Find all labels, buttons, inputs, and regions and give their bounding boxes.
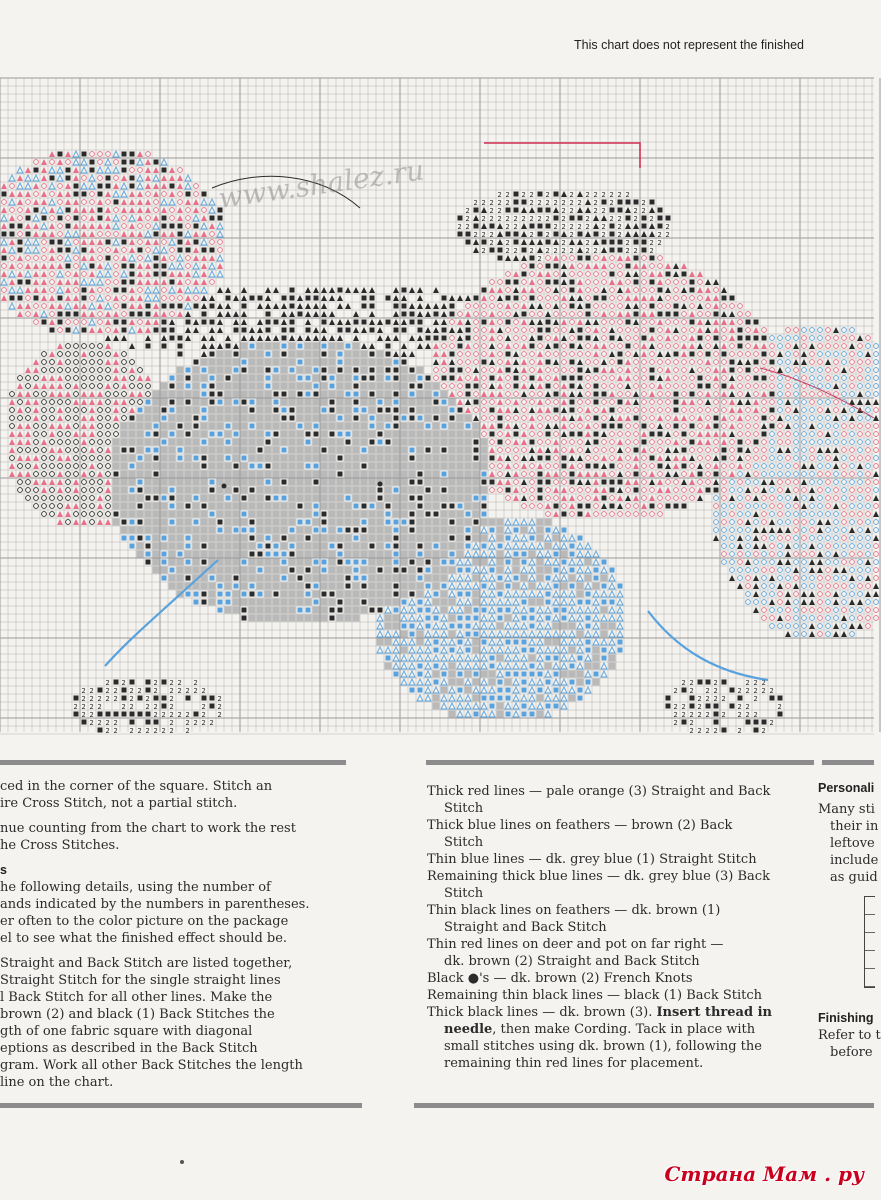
svg-text:2: 2 [561, 207, 566, 215]
svg-text:2: 2 [569, 231, 574, 239]
svg-text:2: 2 [689, 711, 694, 719]
svg-text:2: 2 [513, 223, 518, 231]
svg-text:2: 2 [209, 719, 214, 727]
svg-text:2: 2 [665, 223, 670, 231]
svg-text:2: 2 [177, 679, 182, 687]
svg-text:2: 2 [105, 695, 110, 703]
svg-text:2: 2 [129, 703, 134, 711]
svg-text:2: 2 [713, 727, 718, 735]
svg-text:2: 2 [481, 231, 486, 239]
svg-text:2: 2 [673, 703, 678, 711]
svg-text:2: 2 [105, 679, 110, 687]
svg-text:2: 2 [505, 191, 510, 199]
key-text: Thick black lines — dk. brown (3). [427, 1005, 657, 1020]
svg-text:2: 2 [617, 231, 622, 239]
svg-text:2: 2 [585, 223, 590, 231]
svg-text:2: 2 [481, 247, 486, 255]
svg-text:2: 2 [633, 207, 638, 215]
svg-text:2: 2 [169, 679, 174, 687]
svg-text:2: 2 [153, 687, 158, 695]
svg-text:2: 2 [753, 687, 758, 695]
personalize-line: their in [830, 819, 879, 834]
svg-text:2: 2 [497, 191, 502, 199]
svg-text:2: 2 [705, 727, 710, 735]
instruction-line: ands indicated by the numbers in parentheses. [0, 897, 310, 912]
svg-text:2: 2 [89, 703, 94, 711]
svg-text:2: 2 [665, 231, 670, 239]
key-line [427, 1021, 817, 1038]
svg-text:2: 2 [705, 711, 710, 719]
svg-text:2: 2 [505, 239, 510, 247]
svg-text:2: 2 [81, 687, 86, 695]
personalize-line: include [830, 853, 879, 868]
svg-text:2: 2 [137, 687, 142, 695]
key-line: small stitches using dk. brown (1), following the [444, 1039, 762, 1054]
svg-text:2: 2 [649, 215, 654, 223]
svg-text:2: 2 [777, 703, 782, 711]
svg-text:2: 2 [545, 191, 550, 199]
svg-text:2: 2 [497, 215, 502, 223]
page-speck [180, 1160, 184, 1164]
svg-text:2: 2 [169, 719, 174, 727]
svg-text:2: 2 [97, 703, 102, 711]
svg-text:2: 2 [737, 687, 742, 695]
svg-text:2: 2 [89, 687, 94, 695]
svg-text:2: 2 [161, 727, 166, 735]
svg-text:2: 2 [585, 247, 590, 255]
svg-text:2: 2 [89, 719, 94, 727]
svg-text:2: 2 [673, 687, 678, 695]
svg-text:2: 2 [721, 711, 726, 719]
svg-text:2: 2 [113, 695, 118, 703]
svg-text:2: 2 [585, 215, 590, 223]
svg-text:2: 2 [185, 687, 190, 695]
svg-text:2: 2 [641, 207, 646, 215]
svg-text:2: 2 [489, 231, 494, 239]
key-line: Black ●'s — dk. brown (2) French Knots [427, 971, 693, 986]
header-note: This chart does not represent the finished [574, 38, 804, 52]
svg-text:2: 2 [617, 223, 622, 231]
svg-text:2: 2 [601, 207, 606, 215]
svg-text:2: 2 [217, 711, 222, 719]
svg-text:2: 2 [97, 695, 102, 703]
svg-text:2: 2 [553, 247, 558, 255]
svg-text:2: 2 [545, 215, 550, 223]
svg-text:2: 2 [713, 687, 718, 695]
svg-text:2: 2 [457, 223, 462, 231]
svg-text:2: 2 [177, 711, 182, 719]
svg-text:2: 2 [633, 215, 638, 223]
svg-text:2: 2 [697, 711, 702, 719]
svg-text:2: 2 [105, 687, 110, 695]
svg-text:2: 2 [465, 215, 470, 223]
svg-text:2: 2 [737, 711, 742, 719]
svg-text:2: 2 [537, 199, 542, 207]
svg-text:2: 2 [121, 703, 126, 711]
svg-text:2: 2 [769, 719, 774, 727]
svg-text:2: 2 [561, 223, 566, 231]
svg-text:2: 2 [545, 199, 550, 207]
svg-text:2: 2 [153, 679, 158, 687]
svg-text:2: 2 [553, 199, 558, 207]
svg-text:2: 2 [761, 727, 766, 735]
svg-text:2: 2 [561, 247, 566, 255]
svg-text:2: 2 [601, 231, 606, 239]
svg-text:2: 2 [697, 727, 702, 735]
svg-text:2: 2 [137, 727, 142, 735]
instruction-line: line on the chart. [0, 1075, 114, 1090]
svg-text:2: 2 [689, 719, 694, 727]
svg-text:2: 2 [529, 247, 534, 255]
svg-text:2: 2 [497, 207, 502, 215]
key-line: dk. brown (2) Straight and Back Stitch [444, 954, 700, 969]
svg-text:2: 2 [649, 247, 654, 255]
svg-text:2: 2 [185, 711, 190, 719]
svg-text:2: 2 [161, 711, 166, 719]
key-text: , then make Cording. Tack in place with [492, 1022, 756, 1037]
svg-text:2: 2 [217, 703, 222, 711]
svg-text:2: 2 [113, 719, 118, 727]
svg-text:2: 2 [745, 687, 750, 695]
svg-text:2: 2 [185, 719, 190, 727]
svg-text:2: 2 [681, 711, 686, 719]
middle-separator [426, 760, 814, 765]
svg-text:2: 2 [193, 679, 198, 687]
svg-text:2: 2 [473, 199, 478, 207]
svg-text:2: 2 [473, 231, 478, 239]
svg-text:2: 2 [465, 207, 470, 215]
svg-text:2: 2 [569, 191, 574, 199]
svg-text:2: 2 [497, 199, 502, 207]
svg-text:2: 2 [169, 703, 174, 711]
svg-text:2: 2 [153, 703, 158, 711]
svg-text:2: 2 [537, 215, 542, 223]
svg-text:2: 2 [737, 703, 742, 711]
svg-text:2: 2 [721, 695, 726, 703]
key-line: Thin red lines on deer and pot on far right — [427, 937, 724, 952]
key-line: Straight and Back Stitch [444, 920, 607, 935]
alphabet-grid [864, 896, 875, 988]
svg-text:2: 2 [673, 719, 678, 727]
svg-text:2: 2 [169, 727, 174, 735]
svg-text:2: 2 [129, 695, 134, 703]
svg-text:2: 2 [761, 687, 766, 695]
svg-text:2: 2 [105, 719, 110, 727]
svg-text:2: 2 [633, 247, 638, 255]
svg-text:2: 2 [681, 679, 686, 687]
svg-text:2: 2 [465, 223, 470, 231]
svg-text:2: 2 [177, 687, 182, 695]
svg-text:2: 2 [585, 239, 590, 247]
svg-text:2: 2 [537, 255, 542, 263]
svg-text:2: 2 [185, 727, 190, 735]
svg-text:2: 2 [89, 711, 94, 719]
svg-text:www.shalez.ru: www.shalez.ru [216, 153, 427, 215]
svg-text:2: 2 [489, 239, 494, 247]
stitch-key-list [427, 783, 817, 1072]
svg-text:2: 2 [601, 223, 606, 231]
svg-text:2: 2 [689, 687, 694, 695]
svg-text:2: 2 [697, 703, 702, 711]
svg-text:2: 2 [145, 695, 150, 703]
svg-text:2: 2 [625, 247, 630, 255]
finishing-heading: Finishing [818, 1011, 874, 1025]
svg-text:2: 2 [81, 695, 86, 703]
svg-text:2: 2 [529, 215, 534, 223]
site-watermark: Страна Мам . ру [664, 1162, 864, 1186]
svg-text:2: 2 [617, 191, 622, 199]
svg-text:2: 2 [697, 695, 702, 703]
svg-text:2: 2 [569, 199, 574, 207]
svg-text:2: 2 [201, 703, 206, 711]
cross-stitch-chart [0, 78, 874, 735]
personalize-line: leftove [830, 836, 875, 851]
left-separator [0, 760, 346, 765]
chart-grid [0, 78, 874, 735]
instruction-line: er often to the color picture on the package [0, 914, 289, 929]
key-emphasis: needle [444, 1022, 493, 1037]
svg-text:2: 2 [145, 703, 150, 711]
svg-text:2: 2 [513, 215, 518, 223]
svg-text:2: 2 [505, 215, 510, 223]
svg-text:2: 2 [505, 223, 510, 231]
svg-text:2: 2 [129, 727, 134, 735]
svg-text:2: 2 [545, 247, 550, 255]
svg-text:2: 2 [193, 687, 198, 695]
instruction-line: ire Cross Stitch, not a partial stitch. [0, 796, 238, 811]
svg-text:2: 2 [153, 711, 158, 719]
svg-text:2: 2 [489, 215, 494, 223]
instruction-line: gth of one fabric square with diagonal [0, 1024, 253, 1039]
left-bottom-separator [0, 1103, 362, 1108]
instruction-line: he following details, using the number of [0, 880, 271, 895]
svg-text:2: 2 [569, 207, 574, 215]
key-emphasis: Insert thread in [656, 1005, 772, 1020]
key-line: remaining thin red lines for placement. [444, 1056, 704, 1071]
svg-text:2: 2 [673, 711, 678, 719]
svg-text:2: 2 [769, 687, 774, 695]
svg-text:2: 2 [761, 679, 766, 687]
svg-text:2: 2 [481, 215, 486, 223]
svg-text:2: 2 [169, 687, 174, 695]
finishing-line: Refer to t [818, 1028, 881, 1043]
svg-text:2: 2 [481, 199, 486, 207]
key-line: Thin blue lines — dk. grey blue (1) Straight Stitch [427, 852, 757, 867]
svg-text:2: 2 [609, 199, 614, 207]
svg-text:2: 2 [529, 191, 534, 199]
svg-text:2: 2 [81, 711, 86, 719]
finishing-line: before [830, 1045, 873, 1060]
svg-text:2: 2 [617, 215, 622, 223]
svg-text:2: 2 [625, 191, 630, 199]
svg-text:2: 2 [89, 695, 94, 703]
svg-text:2: 2 [201, 719, 206, 727]
svg-text:2: 2 [201, 687, 206, 695]
svg-text:2: 2 [193, 719, 198, 727]
svg-text:2: 2 [545, 231, 550, 239]
left-instructions [0, 778, 340, 1091]
svg-text:2: 2 [505, 199, 510, 207]
svg-text:2: 2 [649, 239, 654, 247]
svg-text:2: 2 [561, 199, 566, 207]
svg-text:2: 2 [561, 215, 566, 223]
svg-text:2: 2 [577, 223, 582, 231]
svg-text:2: 2 [737, 727, 742, 735]
middle-bottom-separator [414, 1103, 874, 1108]
svg-text:2: 2 [121, 679, 126, 687]
svg-text:2: 2 [489, 199, 494, 207]
svg-text:2: 2 [113, 727, 118, 735]
svg-text:2: 2 [745, 711, 750, 719]
key-line: Stitch [444, 835, 484, 850]
svg-text:2: 2 [521, 215, 526, 223]
key-line [427, 1004, 817, 1021]
svg-text:2: 2 [713, 695, 718, 703]
svg-text:2: 2 [153, 727, 158, 735]
svg-text:2: 2 [593, 207, 598, 215]
key-line: Thick red lines — pale orange (3) Straight and Back [427, 784, 771, 799]
svg-text:2: 2 [553, 223, 558, 231]
instruction-line: gram. Work all other Back Stitches the length [0, 1058, 303, 1073]
svg-text:2: 2 [105, 727, 110, 735]
key-line: Thick blue lines on feathers — brown (2) Back [427, 818, 733, 833]
key-line: Stitch [444, 886, 484, 901]
svg-text:2: 2 [753, 711, 758, 719]
section-heading: s [0, 863, 7, 877]
key-line: Stitch [444, 801, 484, 816]
svg-text:2: 2 [529, 199, 534, 207]
svg-text:2: 2 [641, 199, 646, 207]
svg-text:2: 2 [217, 695, 222, 703]
svg-text:2: 2 [577, 199, 582, 207]
svg-text:2: 2 [657, 231, 662, 239]
right-separator [822, 760, 874, 765]
svg-text:2: 2 [705, 687, 710, 695]
instruction-line: l Back Stitch for all other lines. Make the [0, 990, 273, 1005]
key-line: Remaining thick blue lines — dk. grey blue (3) Back [427, 869, 770, 884]
svg-text:2: 2 [513, 247, 518, 255]
personalize-line: Many sti [818, 802, 875, 817]
svg-text:2: 2 [529, 231, 534, 239]
svg-text:2: 2 [169, 711, 174, 719]
key-line: Remaining thin black lines — black (1) Back Stitch [427, 988, 762, 1003]
svg-text:2: 2 [561, 239, 566, 247]
svg-text:2: 2 [657, 239, 662, 247]
instruction-line: nue counting from the chart to work the rest [0, 821, 296, 836]
personalize-heading: Personali [818, 781, 875, 795]
instruction-line: Straight and Back Stitch are listed together, [0, 956, 293, 971]
svg-text:2: 2 [753, 695, 758, 703]
instruction-line: Straight Stitch for the single straight lines [0, 973, 281, 988]
personalize-line: as guid [830, 870, 878, 885]
svg-text:2: 2 [521, 191, 526, 199]
svg-text:2: 2 [489, 207, 494, 215]
instruction-line: eptions as described in the Back Stitch [0, 1041, 258, 1056]
svg-text:2: 2 [689, 679, 694, 687]
key-line: Thin black lines on feathers — dk. brown (1) [427, 903, 721, 918]
svg-text:2: 2 [689, 727, 694, 735]
svg-text:2: 2 [201, 711, 206, 719]
svg-text:2: 2 [569, 247, 574, 255]
svg-text:2: 2 [745, 703, 750, 711]
svg-text:2: 2 [585, 191, 590, 199]
svg-text:2: 2 [97, 719, 102, 727]
svg-text:2: 2 [609, 191, 614, 199]
svg-text:2: 2 [81, 703, 86, 711]
svg-text:2: 2 [593, 191, 598, 199]
instruction-line: ced in the corner of the square. Stitch an [0, 779, 273, 794]
svg-text:2: 2 [625, 239, 630, 247]
svg-text:2: 2 [609, 215, 614, 223]
svg-text:2: 2 [713, 679, 718, 687]
instruction-line: brown (2) and black (1) Back Stitches the [0, 1007, 275, 1022]
instruction-line: el to see what the finished effect should be. [0, 931, 288, 946]
svg-text:2: 2 [73, 703, 78, 711]
svg-text:2: 2 [129, 687, 134, 695]
svg-text:2: 2 [593, 247, 598, 255]
svg-text:2: 2 [705, 695, 710, 703]
svg-text:2: 2 [745, 679, 750, 687]
svg-text:2: 2 [681, 703, 686, 711]
svg-text:2: 2 [169, 695, 174, 703]
svg-text:2: 2 [601, 191, 606, 199]
svg-text:2: 2 [505, 247, 510, 255]
svg-text:2: 2 [145, 727, 150, 735]
svg-text:2: 2 [593, 199, 598, 207]
svg-text:2: 2 [569, 223, 574, 231]
instruction-line: he Cross Stitches. [0, 838, 120, 853]
svg-text:2: 2 [753, 679, 758, 687]
svg-text:2: 2 [113, 687, 118, 695]
